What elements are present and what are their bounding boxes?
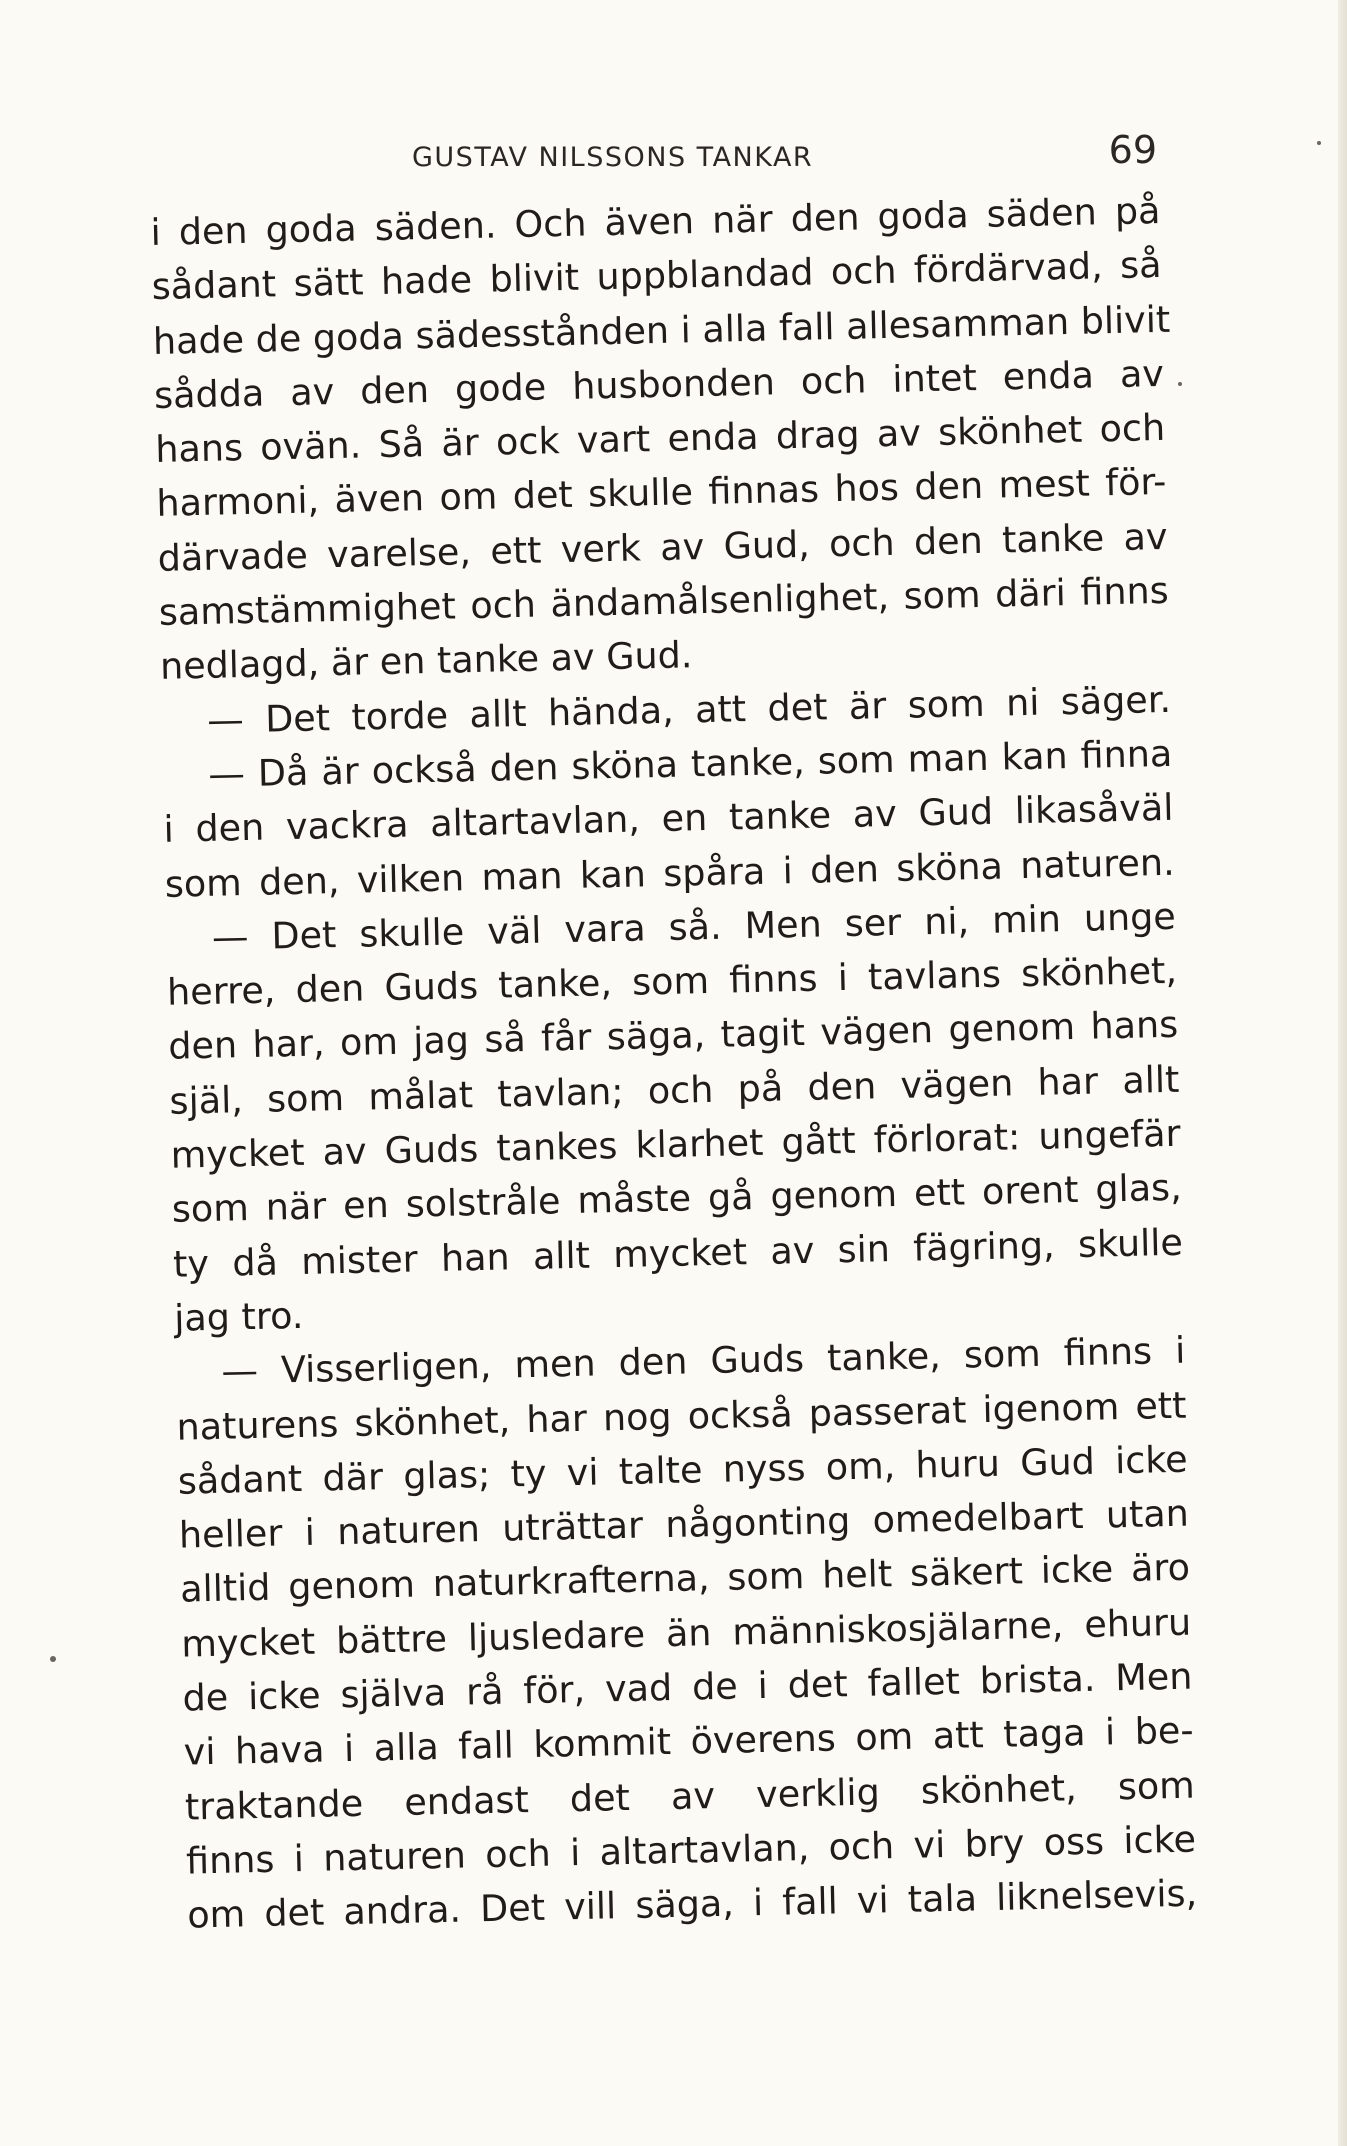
text-line: sådda av den gode husbonden och intet enda av: [153, 351, 1165, 417]
text-line: de icke själva rå för, vad de i det fallet brista. Men: [182, 1654, 1193, 1720]
text-line: traktande endast det av verklig skönhet, som: [184, 1763, 1196, 1829]
paper-speck: [1317, 141, 1321, 145]
text-line: den har, om jag så får säga, tagit vägen genom hans: [167, 1003, 1179, 1069]
text-line: hans ovän. Så är ock vart enda drag av skönhet och: [154, 406, 1166, 472]
text-line: i den goda säden. Och även när den goda säden på: [150, 188, 1161, 254]
text-line: vi hava i alla fall kommit överens om att taga i be-: [183, 1708, 1194, 1774]
text-line: som när en solstråle måste gå genom ett orent glas,: [171, 1166, 1183, 1232]
text-line: jag tro.: [173, 1293, 304, 1340]
body-text: [150, 184, 1198, 1943]
page-number: 69: [1108, 128, 1157, 172]
paper-speck: [1178, 382, 1182, 386]
text-line: sådant där glas; ty vi talte nyss om, huru Gud icke: [177, 1437, 1189, 1503]
text-line: harmoni, även om det skulle finnas hos den mest för-: [156, 460, 1167, 526]
text-line: — Det torde allt hända, att det är som ni säger.: [206, 677, 1172, 742]
text-line: hade de goda sädesstånden i alla fall allesamman blivit: [152, 297, 1171, 363]
text-line: — Visserligen, men den Guds tanke, som finns i: [220, 1328, 1186, 1393]
text-line: herre, den Guds tanke, som finns i tavlans skönhet,: [166, 948, 1178, 1014]
text-line: som den, vilken man kan spåra i den sköna naturen.: [164, 840, 1176, 906]
text-line: om det andra. Det vill säga, i fall vi tala liknelsevis,: [186, 1871, 1198, 1937]
text-line: finns i naturen och i altartavlan, och vi bry oss icke: [185, 1817, 1197, 1883]
text-line: sådant sätt hade blivit uppblandad och fördärvad, så: [151, 243, 1162, 309]
text-line: alltid genom naturkrafterna, som helt säkert icke äro: [179, 1546, 1191, 1612]
running-head: [152, 128, 1157, 188]
text-line: nedlagd, är en tanke av Gud.: [159, 633, 693, 689]
text-line: heller i naturen uträttar någonting omedelbart utan: [178, 1491, 1190, 1557]
text-line: mycket bättre ljusledare än människosjälarne, ehuru: [180, 1600, 1192, 1666]
text-line: — Då är också den sköna tanke, som man kan finna: [207, 731, 1173, 796]
text-line: därvade varelse, ett verk av Gud, och den tanke av: [157, 514, 1168, 580]
text-line: själ, som målat tavlan; och på den vägen har allt: [169, 1057, 1180, 1123]
text-line: mycket av Guds tankes klarhet gått förlorat: ungefär: [170, 1111, 1181, 1177]
header-title: GUSTAV NILSSONS TANKAR: [412, 142, 814, 173]
paper-speck: [50, 1656, 56, 1662]
text-line: ty då mister han allt mycket av sin fägring, skulle: [172, 1220, 1184, 1286]
text-line: i den vackra altartavlan, en tanke av Gud likasåväl: [163, 786, 1174, 852]
text-line: — Det skulle väl vara så. Men ser ni, min unge: [211, 894, 1177, 959]
page-edge: [1338, 0, 1347, 2146]
text-line: samstämmighet och ändamålsenlighet, som däri finns: [158, 568, 1170, 634]
text-line: naturens skönhet, har nog också passerat igenom ett: [176, 1383, 1187, 1449]
